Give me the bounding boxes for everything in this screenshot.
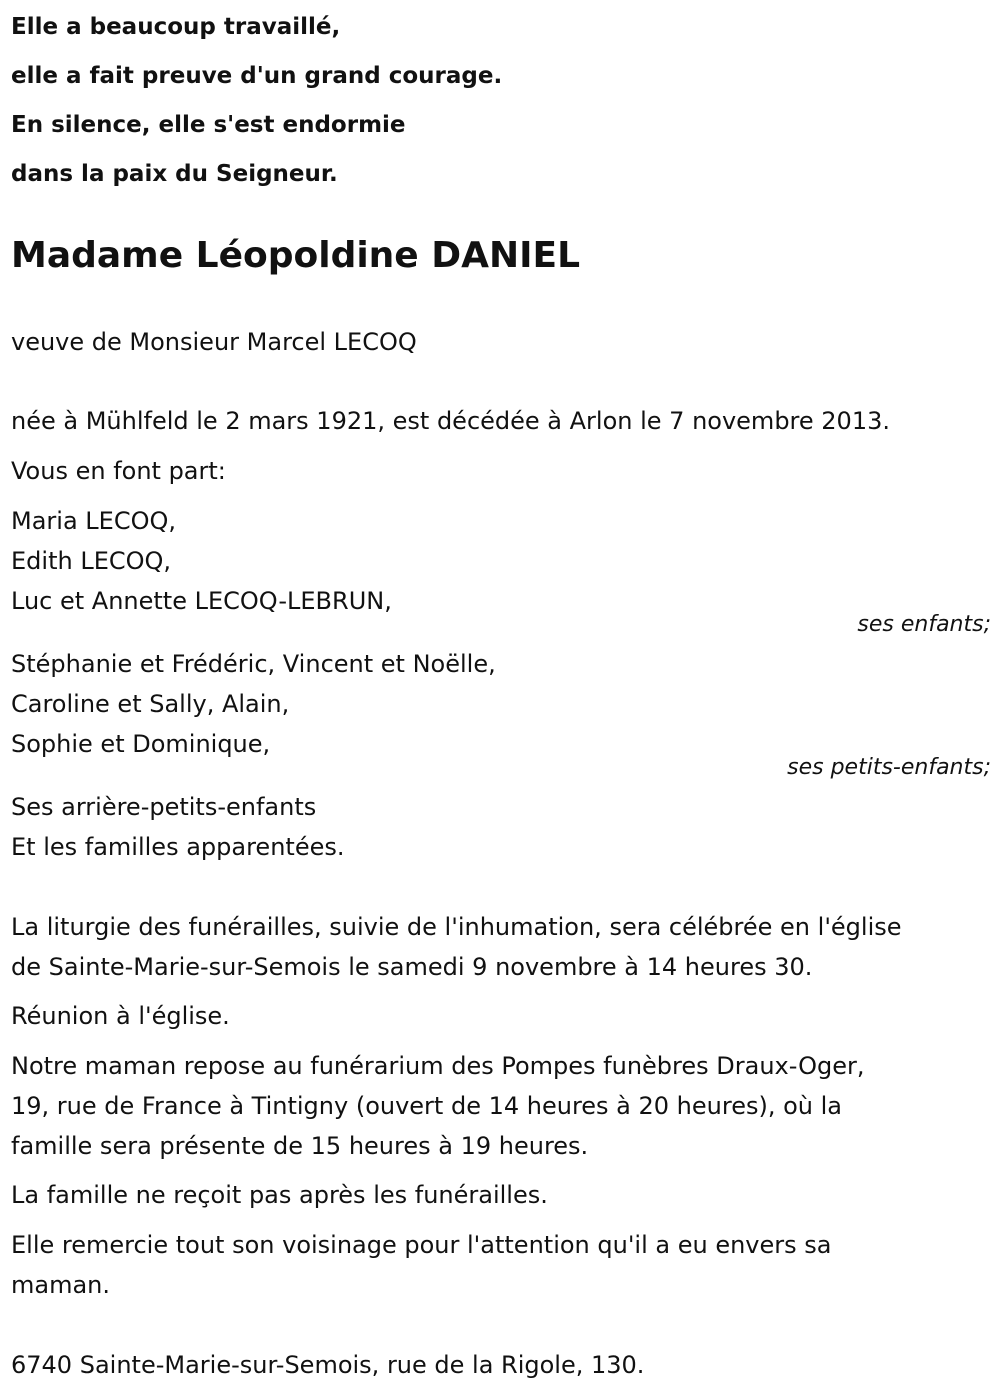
widow-of-line: veuve de Monsieur Marcel LECOQ — [11, 328, 417, 356]
grandchildren-label: ses petits-enfants; — [787, 755, 991, 780]
announcement-intro: Vous en font part: — [11, 457, 226, 485]
child-line-2: Edith LECOQ, — [11, 547, 172, 575]
no-reception-line: La famille ne reçoit pas après les funérailles. — [11, 1181, 548, 1209]
meeting-line: Réunion à l'église. — [11, 1002, 230, 1030]
others-line-1: Ses arrière-petits-enfants — [11, 793, 317, 821]
children-label: ses enfants; — [857, 612, 991, 637]
address-line: 6740 Sainte-Marie-sur-Semois, rue de la Rigole, 130. — [11, 1351, 645, 1379]
child-line-3: Luc et Annette LECOQ-LEBRUN, — [11, 587, 392, 615]
birth-death-line: née à Mühlfeld le 2 mars 1921, est décédée à Arlon le 7 novembre 2013. — [11, 407, 890, 435]
verse-line-3: En silence, elle s'est endormie — [11, 112, 406, 138]
grandchild-line-3: Sophie et Dominique, — [11, 730, 271, 758]
thanks-line-2: maman. — [11, 1271, 111, 1299]
grandchild-line-2: Caroline et Sally, Alain, — [11, 690, 290, 718]
liturgy-line-2: de Sainte-Marie-sur-Semois le samedi 9 novembre à 14 heures 30. — [11, 953, 813, 981]
rest-line-2: 19, rue de France à Tintigny (ouvert de 14 heures à 20 heures), où la — [11, 1092, 842, 1120]
others-line-2: Et les familles apparentées. — [11, 833, 345, 861]
rest-line-1: Notre maman repose au funérarium des Pompes funèbres Draux-Oger, — [11, 1052, 865, 1080]
child-line-1: Maria LECOQ, — [11, 507, 176, 535]
liturgy-line-1: La liturgie des funérailles, suivie de l'inhumation, sera célébrée en l'église — [11, 913, 902, 941]
thanks-line-1: Elle remercie tout son voisinage pour l'attention qu'il a eu envers sa — [11, 1231, 832, 1259]
rest-line-3: famille sera présente de 15 heures à 19 heures. — [11, 1132, 589, 1160]
verse-line-1: Elle a beaucoup travaillé, — [11, 14, 341, 40]
verse-line-2: elle a fait preuve d'un grand courage. — [11, 63, 503, 89]
verse-line-4: dans la paix du Seigneur. — [11, 161, 338, 187]
deceased-name: Madame Léopoldine DANIEL — [11, 235, 581, 276]
grandchild-line-1: Stéphanie et Frédéric, Vincent et Noëlle, — [11, 650, 496, 678]
obituary-notice — [11, 0, 991, 1400]
